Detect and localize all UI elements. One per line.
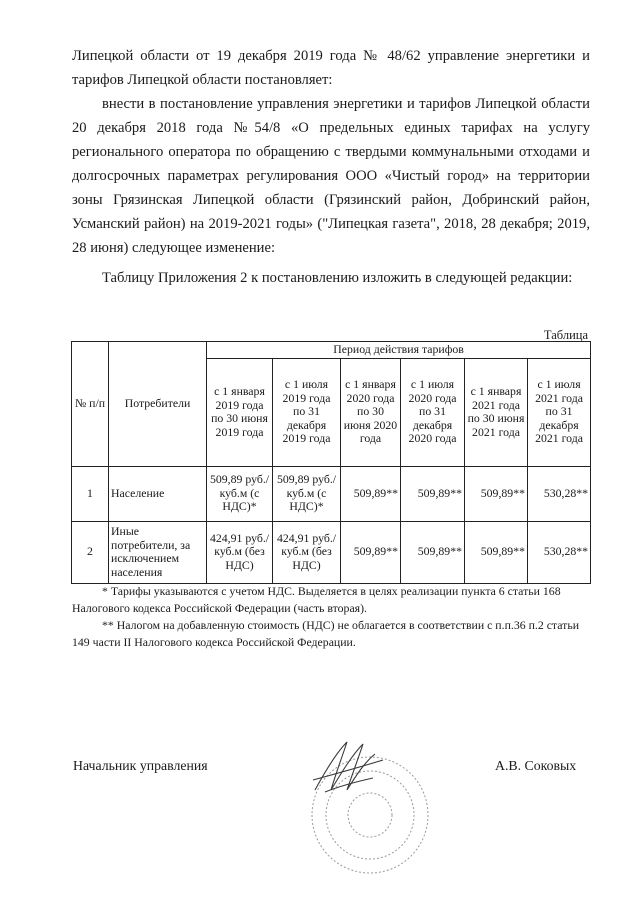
header-consumers: Потребители [109,342,207,467]
row-value: 530,28** [528,466,591,521]
footnote-vat-exempt: ** Налогом на добавленную стоимость (НДС) не облагается в соответствии с п.п.36 п.2 статьи 149 части II Налогового кодекса Российской Федерации. [72,618,580,649]
row-value: 509,89 руб./куб.м (с НДС)* [273,466,341,521]
header-period-2: с 1 июля 2019 года по 31 декабря 2019 года [273,358,341,466]
table-header-row [72,342,591,359]
row-value: 509,89** [341,521,401,583]
signer-title: Начальник управления [73,758,208,773]
header-num: № п/п [72,342,109,467]
row-value: 509,89** [465,466,528,521]
row-value: 424,91 руб./куб.м (без НДС) [273,521,341,583]
signature-stamp-graphic [295,730,445,880]
tariff-table [71,341,591,584]
row-value: 509,89** [401,466,465,521]
row-value: 424,91 руб./куб.м (без НДС) [207,521,273,583]
table-row [72,521,591,583]
row-consumer: Иные потребители, за исключением населения [109,521,207,583]
intro-paragraph: Липецкой области от 19 декабря 2019 года № 48/62 управление энергетики и тарифов Липецкой области постановляет: [72,48,590,88]
row-num: 2 [72,521,109,583]
table-instruction-paragraph: Таблицу Приложения 2 к постановлению изложить в следующей редакции: [102,270,573,286]
header-period-3: с 1 января 2020 года по 30 июня 2020 года [341,358,401,466]
row-value: 509,89** [341,466,401,521]
row-value: 509,89** [465,521,528,583]
header-period: Период действия тарифов [207,342,591,359]
handwritten-signature [313,742,383,792]
table-caption: Таблица [543,328,588,342]
row-consumer: Население [109,466,207,521]
header-period-4: с 1 июля 2020 года по 31 декабря 2020 года [401,358,465,466]
round-seal [312,757,428,873]
row-num: 1 [72,466,109,521]
footnote-vat-included: * Тарифы указываются с учетом НДС. Выделяется в целях реализации пункта 6 статьи 168 Налогового кодекса Российской Федерации (часть вторая). [72,584,561,615]
header-period-6: с 1 июля 2021 года по 31 декабря 2021 года [528,358,591,466]
header-period-5: с 1 января 2021 года по 30 июня 2021 года [465,358,528,466]
row-value: 509,89** [401,521,465,583]
signer-name: А.В. Соковых [495,758,577,773]
table-row [72,466,591,521]
row-value: 509,89 руб./куб.м (с НДС)* [207,466,273,521]
header-period-1: с 1 января 2019 года по 30 июня 2019 года [207,358,273,466]
amendment-paragraph: внести в постановление управления энергетики и тарифов Липецкой области 20 декабря 2018 года №54/8 «О предельных единых тарифах на услугу регионального оператора по обращению с твердыми коммунальными отходами и долгосрочных параметрах регулирования ООО «Чистый город» на территории зоны Грязинская Липецкой области (Грязинский район, Добринский район, Усманский район) на 2019-2021 годы» ("Липецкая газета", 2018, 28 декабря; 2019, 28 июня) следующее изменение: [72,96,590,256]
row-value: 530,28** [528,521,591,583]
